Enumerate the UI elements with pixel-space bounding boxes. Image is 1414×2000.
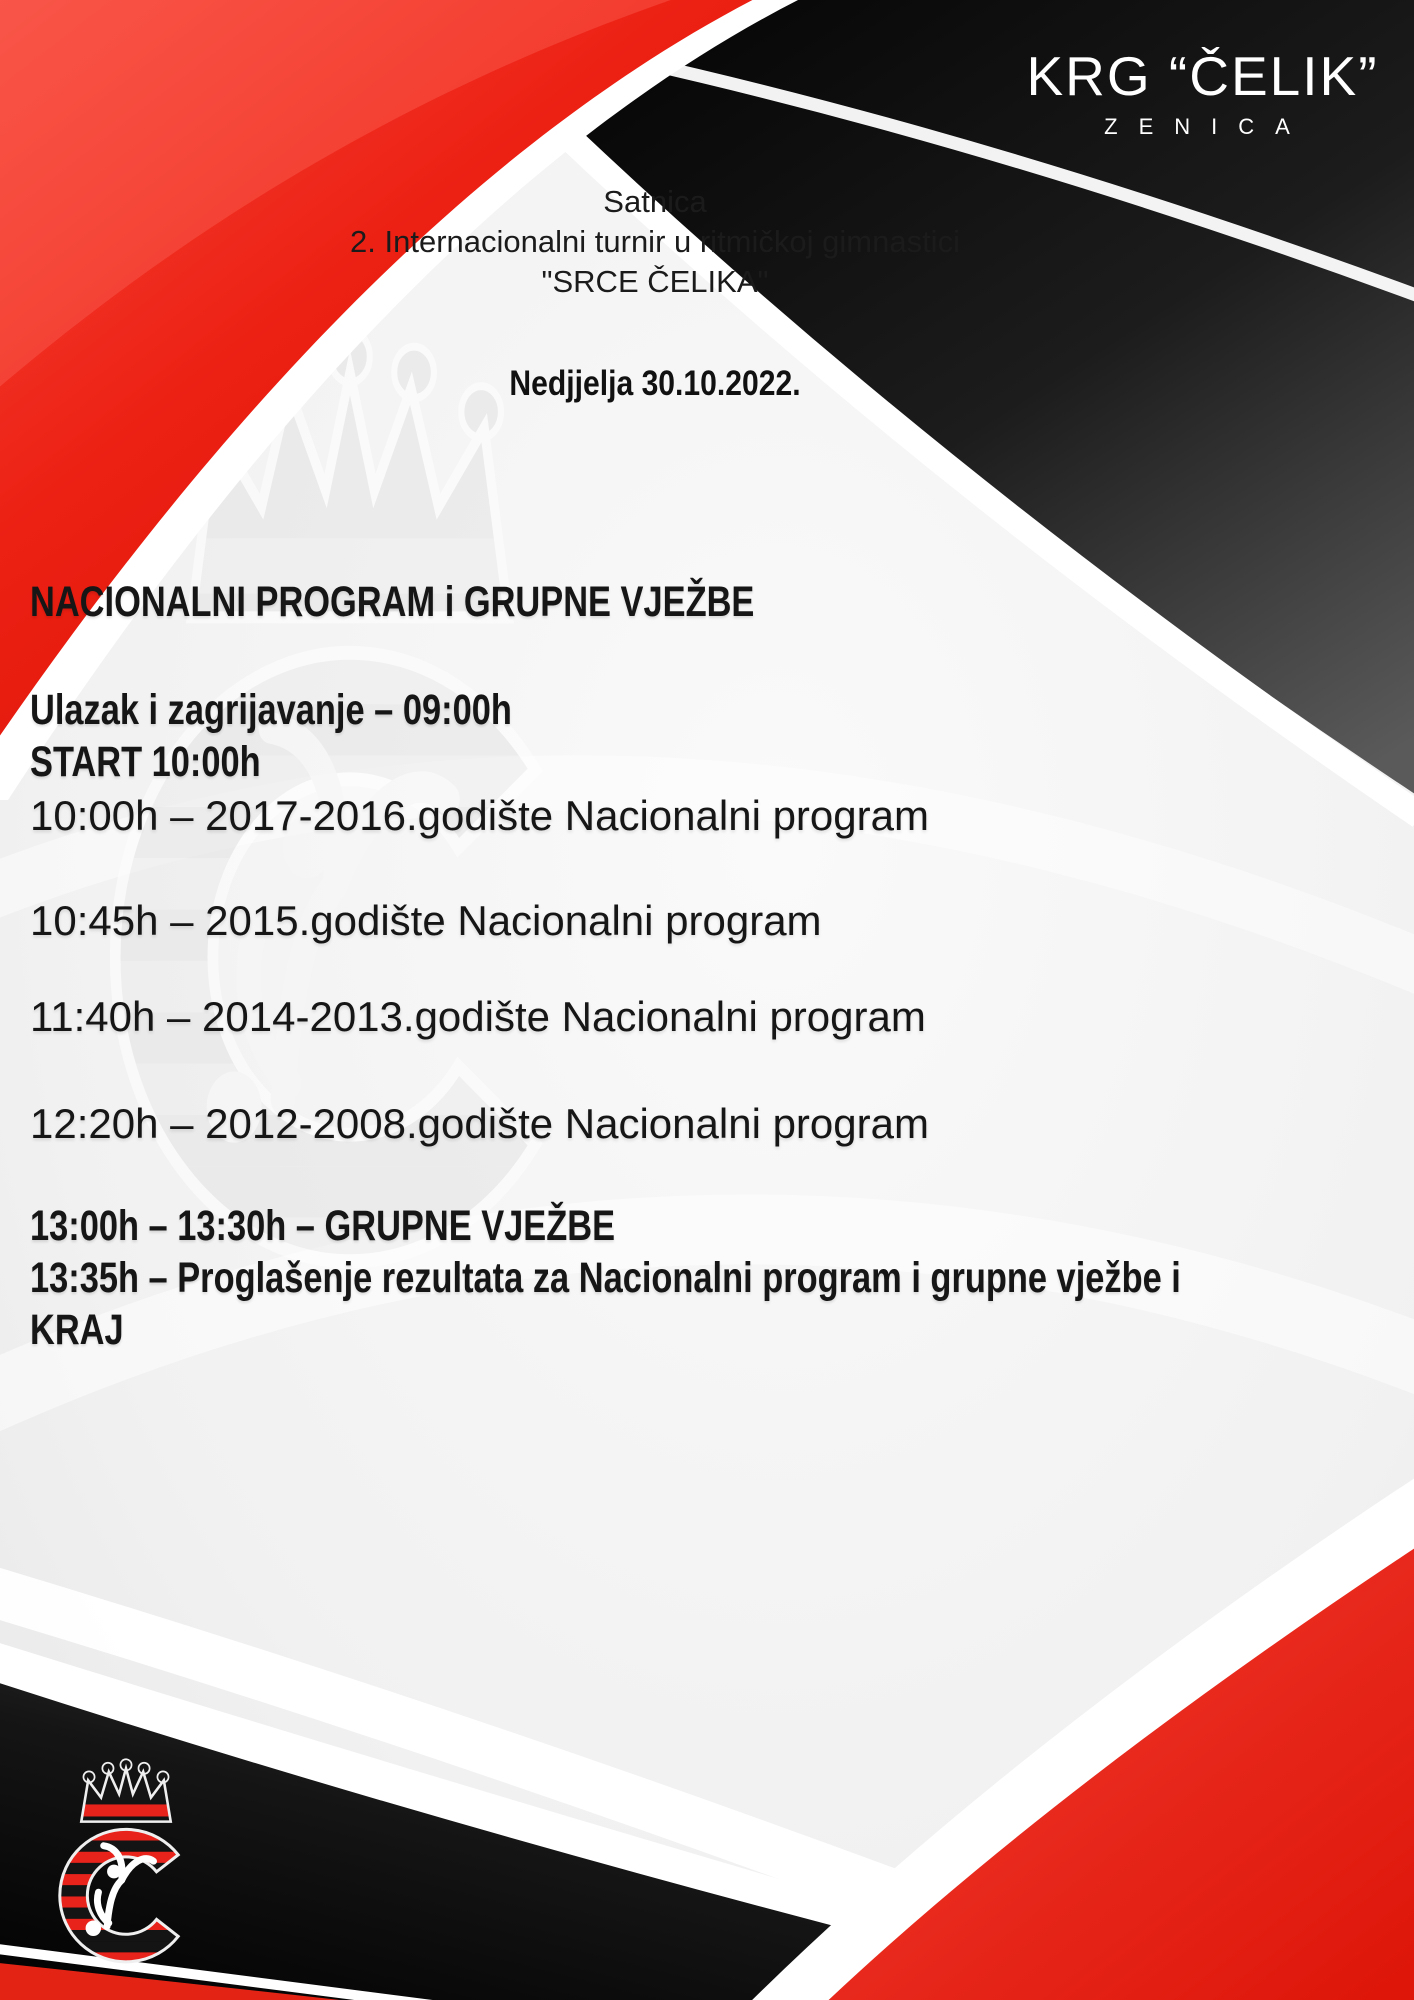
event-name: "SRCE ČELIKA" xyxy=(541,264,769,299)
schedule-line: START 10:00h xyxy=(30,738,261,786)
club-name: KRG “ČELIK” xyxy=(1026,45,1379,107)
schedule-line: 12:20h – 2012-2008.godište Nacionalni program xyxy=(30,1100,929,1147)
club-city: ZENICA xyxy=(1104,114,1311,139)
event-date: Nedjjelja 30.10.2022. xyxy=(509,364,801,403)
schedule-line: KRAJ xyxy=(30,1306,124,1354)
title-block xyxy=(0,182,1310,302)
schedule-line: Ulazak i zagrijavanje – 09:00h xyxy=(30,686,512,734)
schedule-section-title: NACIONALNI PROGRAM i GRUPNE VJEŽBE xyxy=(30,578,755,626)
schedule-line: 13:35h – Proglašenje rezultata za Nacionalni program i grupne vježbe i xyxy=(30,1254,1181,1302)
schedule-line: 10:00h – 2017-2016.godište Nacionalni program xyxy=(30,792,929,839)
event-subtitle: 2. Internacionalni turnir u ritmičkoj gimnastici xyxy=(350,224,960,259)
schedule-line: 13:00h – 13:30h – GRUPNE VJEŽBE xyxy=(30,1202,616,1250)
schedule-line: 11:40h – 2014-2013.godište Nacionalni program xyxy=(30,993,926,1040)
page-title: Satnica xyxy=(603,184,707,219)
club-wordmark xyxy=(1005,44,1400,140)
schedule-line: 10:45h – 2015.godište Nacionalni program xyxy=(30,897,822,944)
